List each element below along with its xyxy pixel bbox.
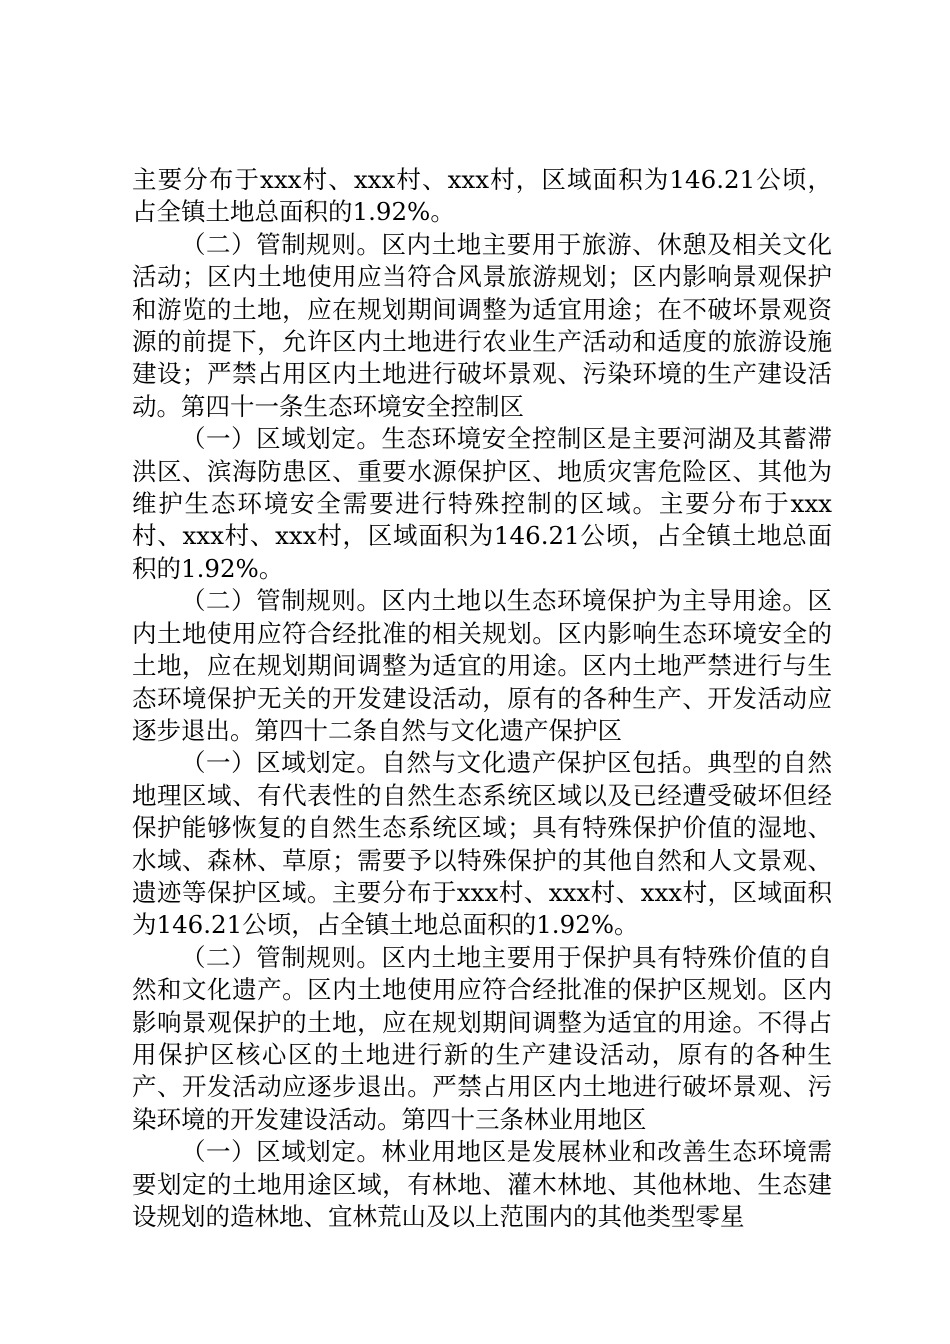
paragraph-7: （一）区域划定。林业用地区是发展林业和改善生态环境需要划定的土地用途区域，有林地、灌木林地、其他林地、生态建设规划的造林地、宜林荒山及以上范围内的其他类型零星 — [132, 1137, 832, 1231]
paragraph-1: 主要分布于xxx村、xxx村、xxx村，区域面积为146.21公顷，占全镇土地总面积的1.92%。 — [132, 165, 832, 227]
paragraph-6: （二）管制规则。区内土地主要用于保护具有特殊价值的自然和文化遗产。区内土地使用应符合经批准的保护区规划。区内影响景观保护的土地，应在规划期间调整为适宜的用途。不得占用保护区核心区的土地进行新的生产建设活动，原有的各种生产、开发活动应逐步退出。严禁占用区内土地进行破坏景观、污染环境的开发建设活动。第四十三条林业用地区 — [132, 942, 832, 1134]
document-body — [132, 164, 832, 1233]
paragraph-5: （一）区域划定。自然与文化遗产保护区包括。典型的自然地理区域、有代表性的自然生态系统区域以及已经遭受破坏但经保护能够恢复的自然生态系统区域；具有特殊保护价值的湿地、水域、森林、草原；需要予以特殊保护的其他自然和人文景观、遗迹等保护区域。主要分布于xxx村、xxx村、xxx村，区域面积为146.21公顷，占全镇土地总面积的1.92%。 — [132, 748, 832, 940]
paragraph-3: （一）区域划定。生态环境安全控制区是主要河湖及其蓄滞洪区、滨海防患区、重要水源保护区、地质灾害危险区、其他为维护生态环境安全需要进行特殊控制的区域。主要分布于xxx村、xxx村、xxx村，区域面积为146.21公顷，占全镇土地总面积的1.92%。 — [132, 424, 832, 583]
paragraph-2: （二）管制规则。区内土地主要用于旅游、休憩及相关文化活动；区内土地使用应当符合风景旅游规划；区内影响景观保护和游览的土地，应在规划期间调整为适宜用途；在不破坏景观资源的前提下，允许区内土地进行农业生产活动和适度的旅游设施建设；严禁占用区内土地进行破坏景观、污染环境的生产建设活动。第四十一条生态环境安全控制区 — [132, 229, 832, 421]
paragraph-4: （二）管制规则。区内土地以生态环境保护为主导用途。区内土地使用应符合经批准的相关规划。区内影响生态环境安全的土地，应在规划期间调整为适宜的用途。区内土地严禁进行与生态环境保护无关的开发建设活动，原有的各种生产、开发活动应逐步退出。第四十二条自然与文化遗产保护区 — [132, 586, 832, 745]
